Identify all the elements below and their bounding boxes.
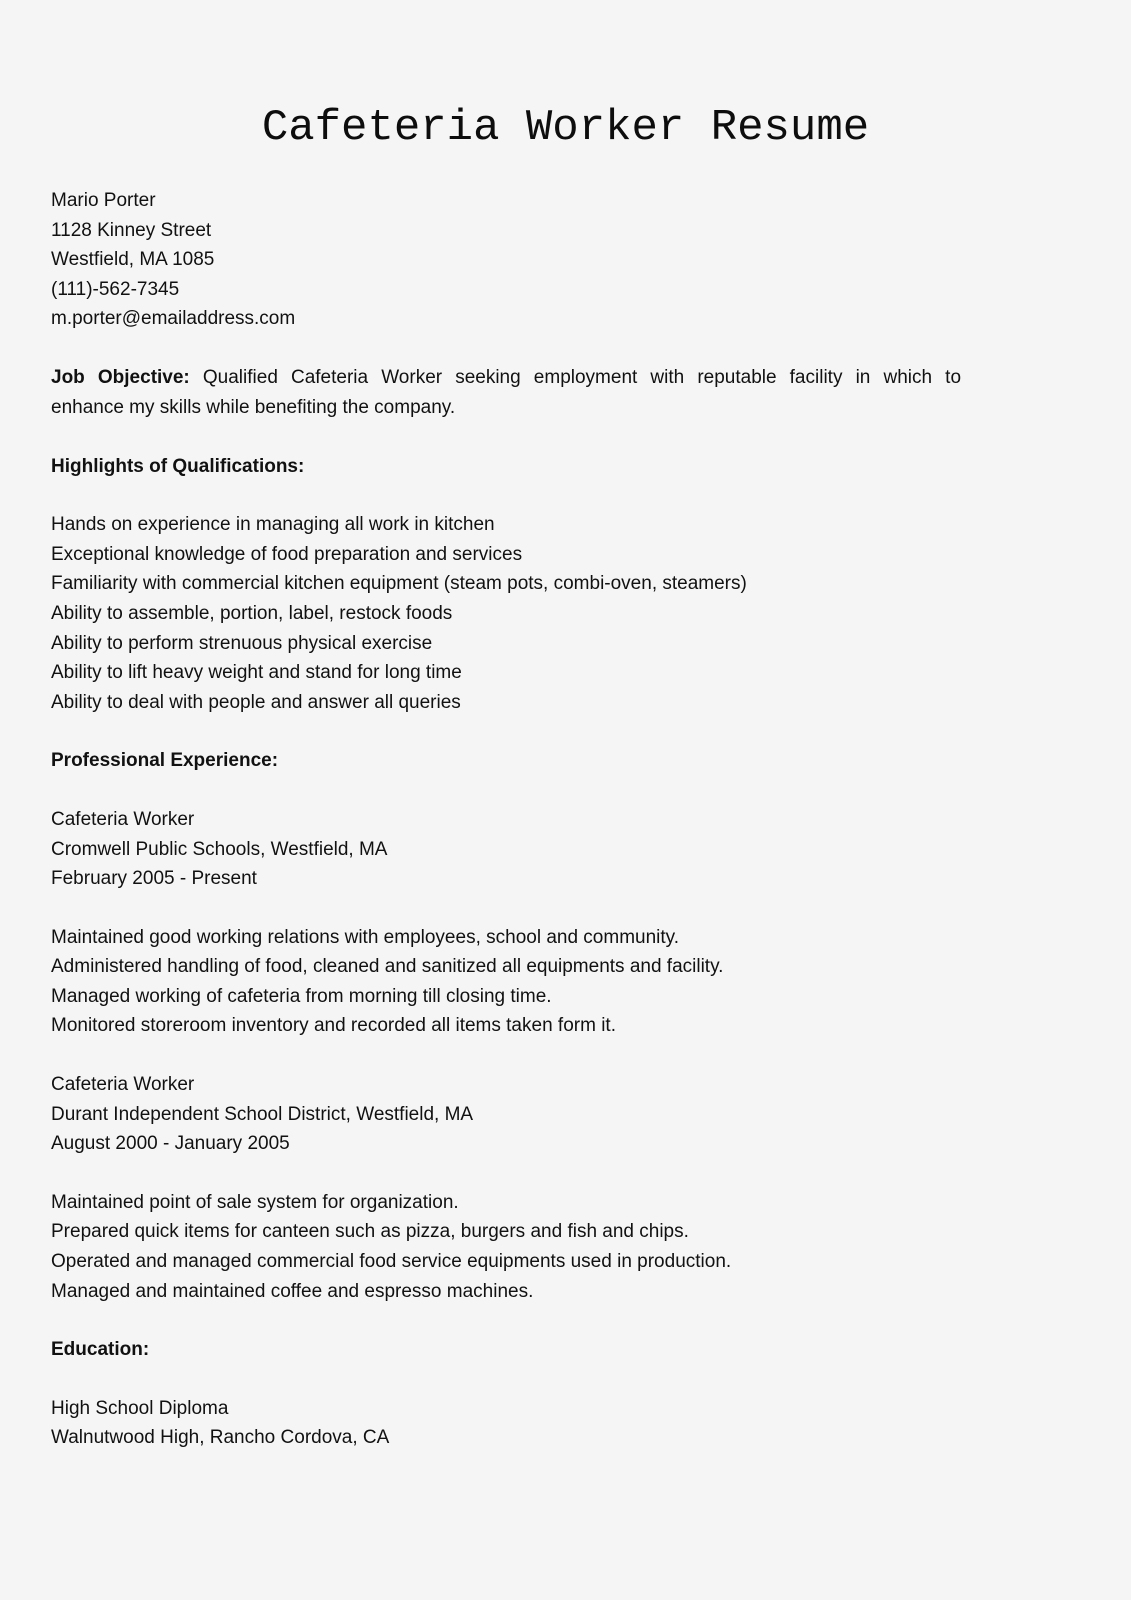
job-entry xyxy=(51,1070,961,1306)
education-degree: High School Diploma xyxy=(51,1397,229,1419)
job-title: Cafeteria Worker xyxy=(51,1074,195,1096)
job-duty: Managed working of cafeteria from morning till closing time. xyxy=(51,985,552,1007)
job-duty: Prepared quick items for canteen such as pizza, burgers and fish and chips. xyxy=(51,1221,689,1243)
job-duty: Operated and managed commercial food service equipments used in production. xyxy=(51,1251,732,1273)
job-dates: February 2005 - Present xyxy=(51,868,257,890)
job-dates: August 2000 - January 2005 xyxy=(51,1133,290,1155)
resume-body xyxy=(51,186,961,1453)
contact-city: Westfield, MA 1085 xyxy=(51,249,215,271)
contact-street: 1128 Kinney Street xyxy=(51,219,212,241)
job-entry xyxy=(51,805,961,1041)
contact-name: Mario Porter xyxy=(51,190,156,211)
qualification-item: Ability to assemble, portion, label, restock foods xyxy=(51,602,453,624)
job-duty: Administered handling of food, cleaned and sanitized all equipments and facility. xyxy=(51,956,724,978)
qualifications-section xyxy=(51,452,961,718)
qualification-item: Familiarity with commercial kitchen equipment (steam pots, combi-oven, steamers) xyxy=(51,573,747,595)
experience-heading: Professional Experience: xyxy=(51,750,279,772)
qualification-item: Ability to perform strenuous physical exercise xyxy=(51,632,433,654)
qualification-item: Exceptional knowledge of food preparation and services xyxy=(51,543,523,565)
experience-section xyxy=(51,746,961,1306)
qualification-item: Ability to lift heavy weight and stand for long time xyxy=(51,662,462,684)
job-employer: Cromwell Public Schools, Westfield, MA xyxy=(51,838,388,860)
contact-block xyxy=(51,186,961,334)
job-duty: Maintained good working relations with employees, school and community. xyxy=(51,926,680,948)
job-duty: Monitored storeroom inventory and recorded all items taken form it. xyxy=(51,1015,616,1037)
education-section xyxy=(51,1335,961,1453)
job-duty: Managed and maintained coffee and espresso machines. xyxy=(51,1280,534,1302)
qualifications-heading: Highlights of Qualifications: xyxy=(51,455,305,477)
contact-phone: (111)-562-7345 xyxy=(51,278,180,300)
qualification-item: Hands on experience in managing all work in kitchen xyxy=(51,514,495,536)
objective-label: Job Objective: xyxy=(51,366,190,388)
qualification-item: Ability to deal with people and answer all queries xyxy=(51,691,461,713)
education-school: Walnutwood High, Rancho Cordova, CA xyxy=(51,1427,390,1449)
contact-email: m.porter@emailaddress.com xyxy=(51,308,296,330)
objective-line-1 xyxy=(51,363,961,393)
job-duty: Maintained point of sale system for organization. xyxy=(51,1191,459,1213)
job-employer: Durant Independent School District, Westfield, MA xyxy=(51,1103,474,1125)
job-objective xyxy=(51,363,961,423)
document-title: Cafeteria Worker Resume xyxy=(261,103,870,153)
job-title: Cafeteria Worker xyxy=(51,808,195,830)
objective-text-1: Qualified Cafeteria Worker seeking employment with reputable facility in which to xyxy=(202,366,962,388)
objective-text-2: enhance my skills while benefiting the company. xyxy=(51,396,456,418)
education-heading: Education: xyxy=(51,1339,150,1361)
